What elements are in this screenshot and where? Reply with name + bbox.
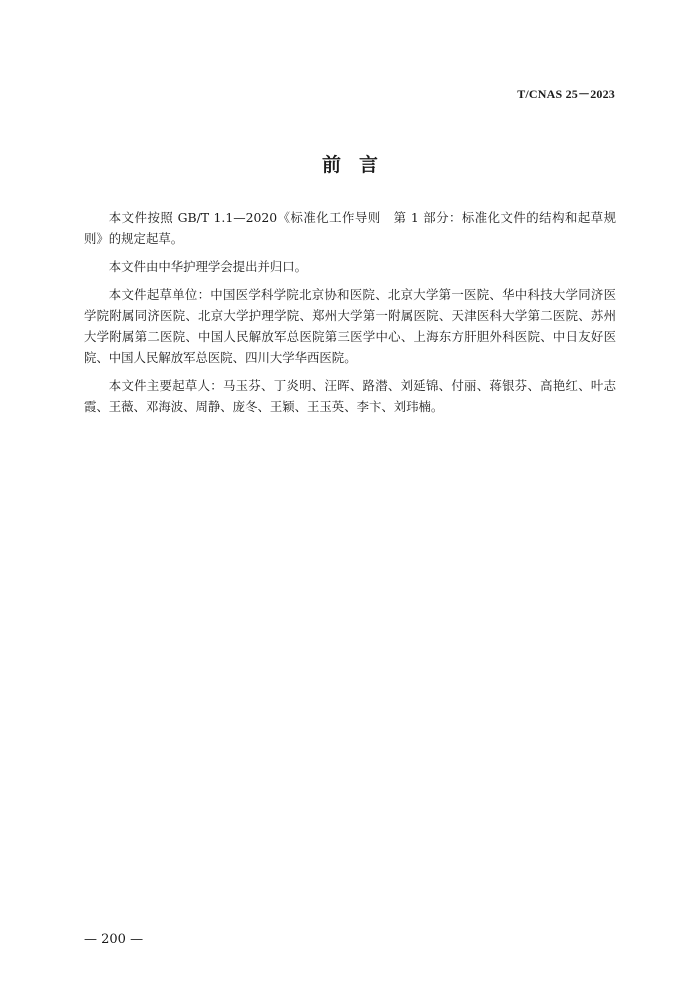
foreword-body [84,207,616,424]
page-number: — 200 — [84,932,144,947]
paragraph-drafting-units: 本文件起草单位：中国医学科学院北京协和医院、北京大学第一医院、华中科技大学同济医学院附属同济医院、北京大学护理学院、郑州大学第一附属医院、天津医科大学第二医院、苏州大学附属第二医院、中国人民解放军总医院第三医学中心、上海东方肝胆外科医院、中日友好医院、中国人民解放军总医院、四川大学华西医院。 [84,287,616,365]
paragraph-drafting-rules: 本文件按照 GB/T 1.1—2020《标准化工作导则 第 1 部分：标准化文件的结构和起草规则》的规定起草。 [84,210,616,246]
paragraph-proposer: 本文件由中华护理学会提出并归口。 [108,259,308,274]
page-title: 前言 [321,154,396,176]
document-code: T/CNAS 25－2023 [517,87,615,101]
paragraph-main-drafters: 本文件主要起草人：马玉芬、丁炎明、汪晖、路潜、刘延锦、付丽、蒋银芬、高艳红、叶志霞、王薇、邓海波、周静、庞冬、王颖、王玉英、李卞、刘玮楠。 [84,378,616,414]
